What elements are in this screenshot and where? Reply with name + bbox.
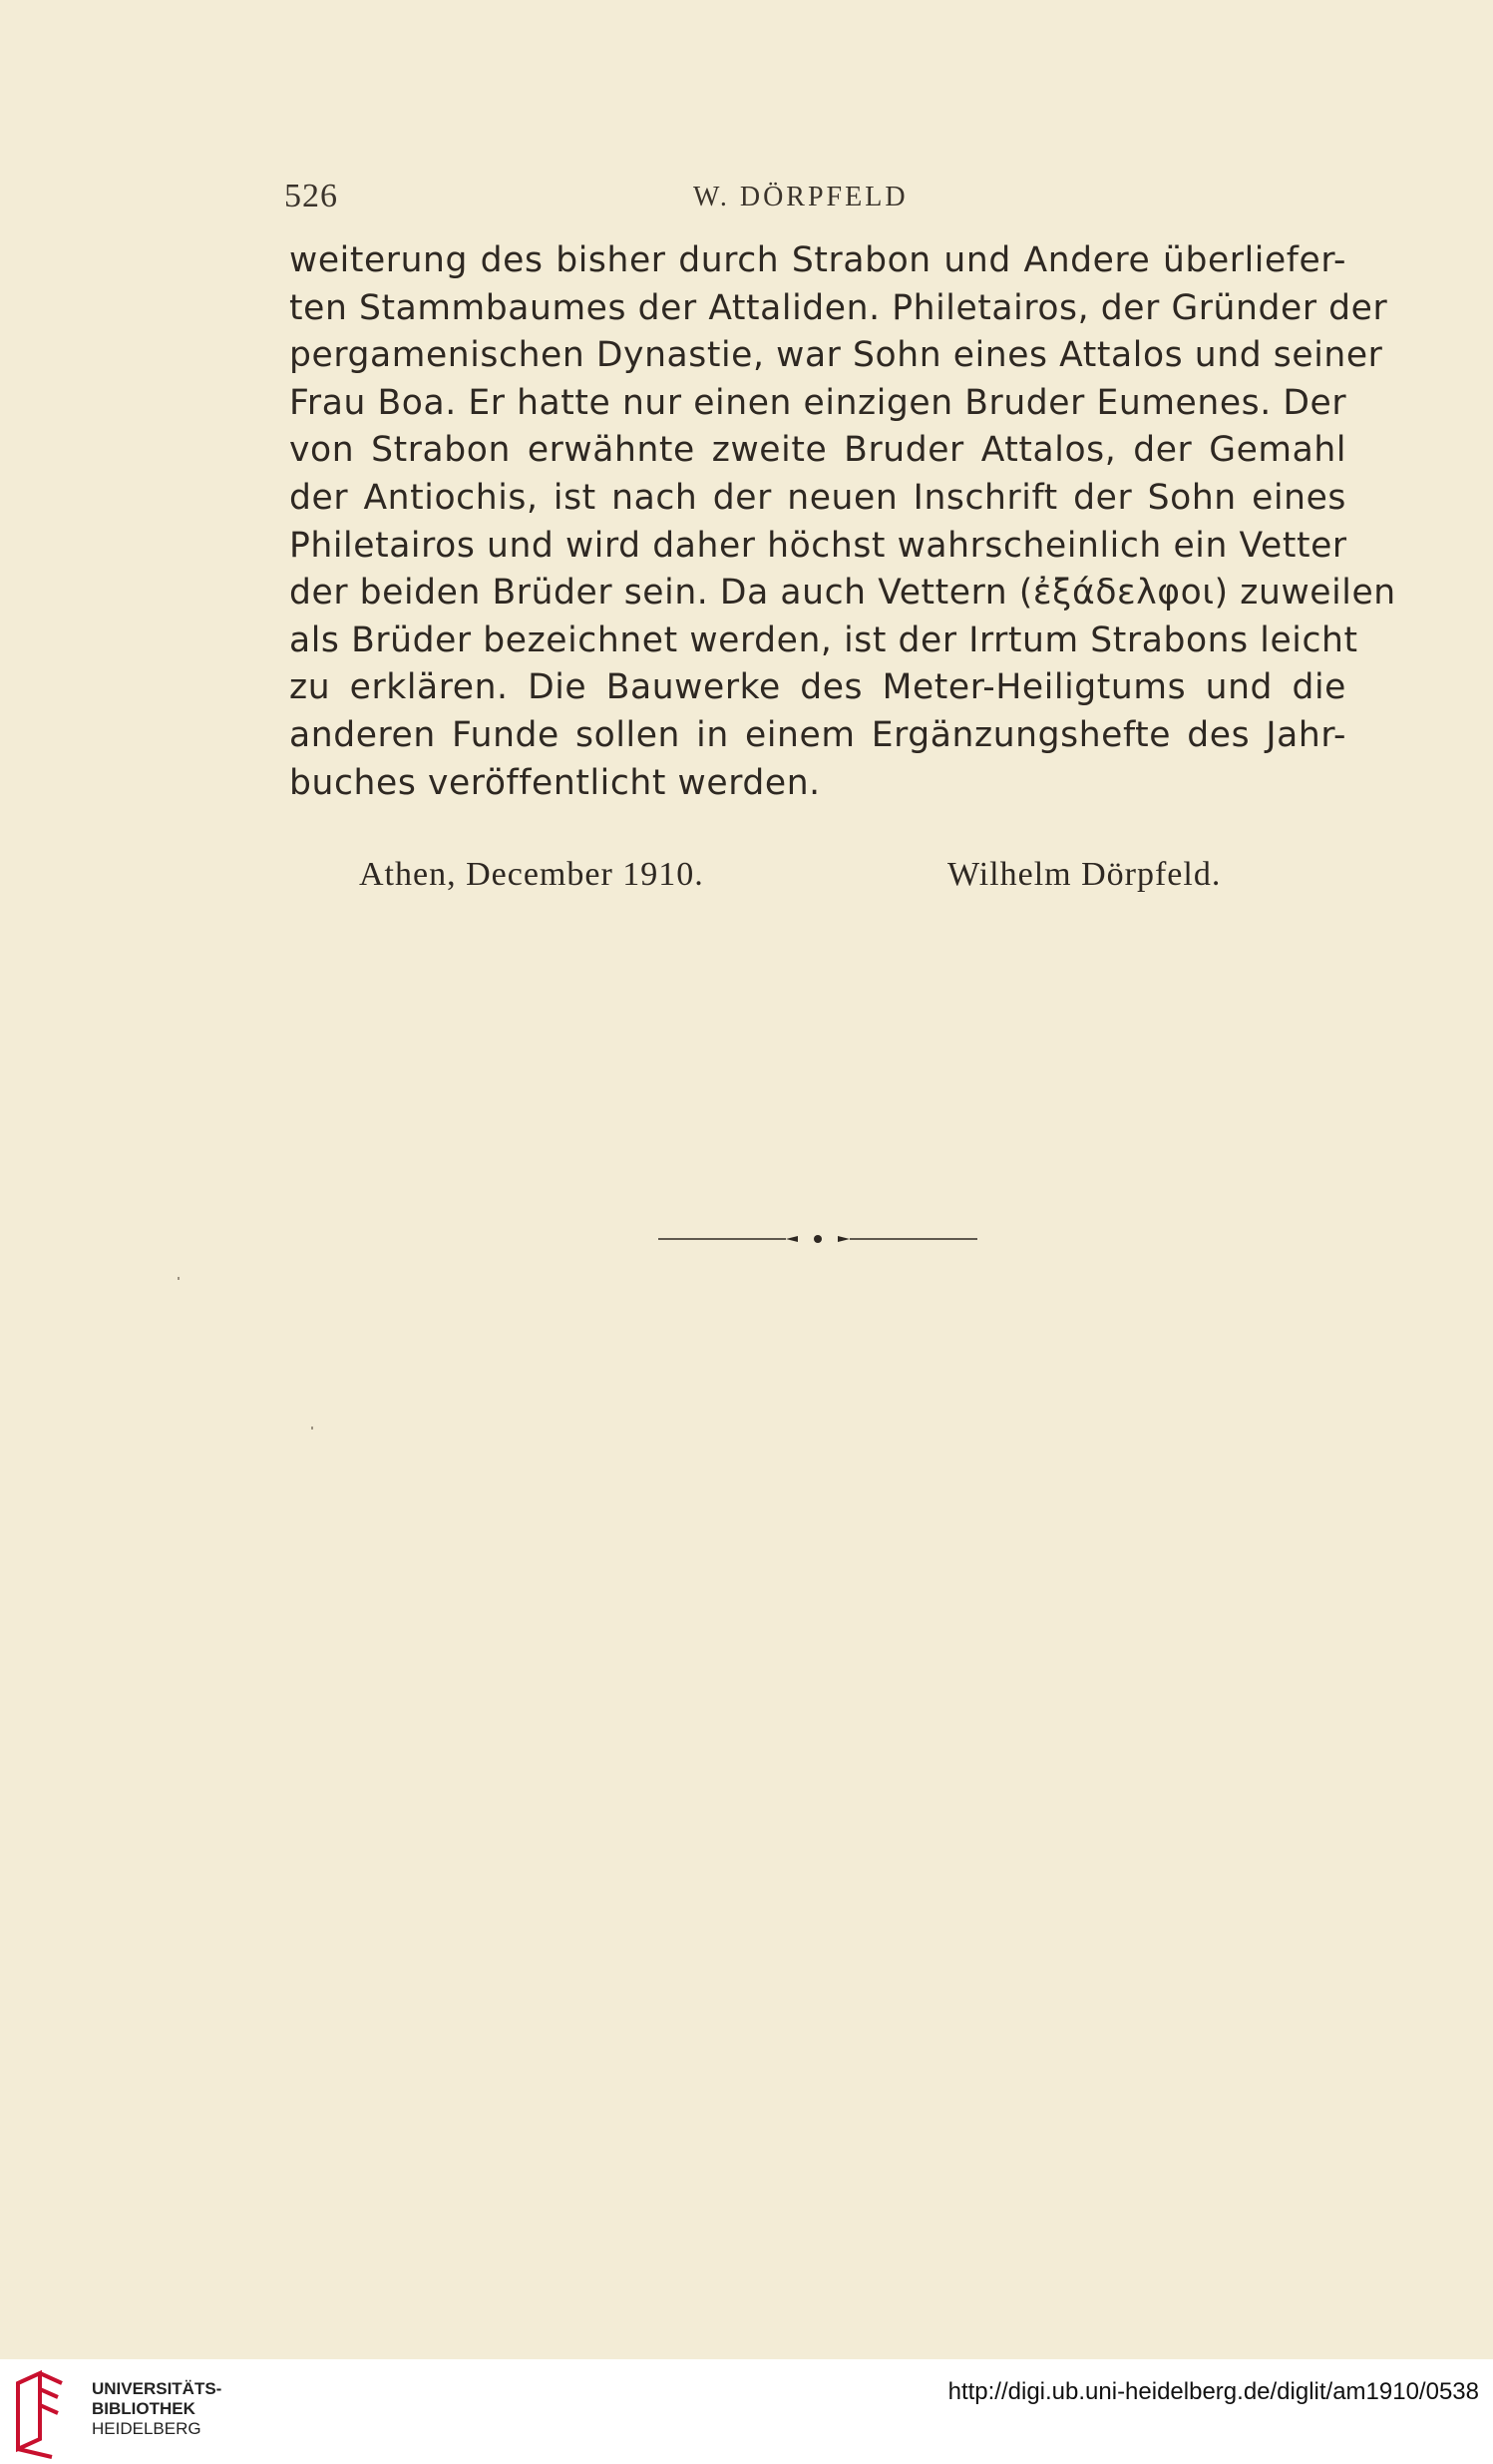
text-line: der Antiochis, ist nach der neuen Inschrift der Sohn eines: [289, 477, 1346, 518]
body-paragraph: [289, 237, 1396, 807]
page-number: 526: [284, 178, 338, 214]
running-head: [284, 178, 1361, 217]
source-url-link[interactable]: http://digi.ub.uni-heidelberg.de/diglit/am1910/0538: [947, 2378, 1479, 2405]
footer-bar: [0, 2359, 1493, 2464]
text-line: als Brüder bezeichnet werden, ist der Irrtum Strabons leicht: [289, 619, 1358, 660]
text-line: anderen Funde sollen in einem Ergänzungshefte des Jahr-: [289, 714, 1346, 755]
text-line: pergamenischen Dynastie, war Sohn eines Attalos und seiner: [289, 335, 1383, 376]
text-line: ten Stammbaumes der Attaliden. Philetairos, der Gründer der: [289, 287, 1388, 328]
text-line: buches veröffentlicht werden.: [289, 762, 821, 803]
signature-place-date: Athen, December 1910.: [359, 856, 704, 893]
ornamental-divider-icon: [658, 1229, 977, 1249]
running-head-author: W. DÖRPFELD: [693, 182, 909, 212]
text-line: Frau Boa. Er hatte nur einen einzigen Bruder Eumenes. Der: [289, 382, 1347, 423]
library-name-line: UNIVERSITÄTS-: [92, 2379, 222, 2398]
text-line: von Strabon erwähnte zweite Bruder Attalos, der Gemahl: [289, 430, 1346, 471]
signature-author: Wilhelm Dörpfeld.: [947, 856, 1222, 893]
library-name-line: HEIDELBERG: [92, 2419, 201, 2438]
library-name-line: BIBLIOTHEK: [92, 2399, 195, 2418]
text-line: weiterung des bisher durch Strabon und Andere überliefer-: [289, 240, 1346, 280]
library-name: [92, 2379, 221, 2439]
text-line: Philetairos und wird daher höchst wahrscheinlich ein Vetter: [289, 525, 1347, 566]
text-line: zu erklären. Die Bauwerke des Meter-Heiligtums und die: [289, 667, 1346, 708]
paper-speck: [178, 1277, 180, 1280]
signature: [359, 856, 1277, 906]
text-line: der beiden Brüder sein. Da auch Vettern (ἐξάδελφοι) zuweilen: [289, 573, 1396, 614]
library-logo-icon: [12, 2369, 87, 2459]
paper-speck: [311, 1427, 313, 1430]
